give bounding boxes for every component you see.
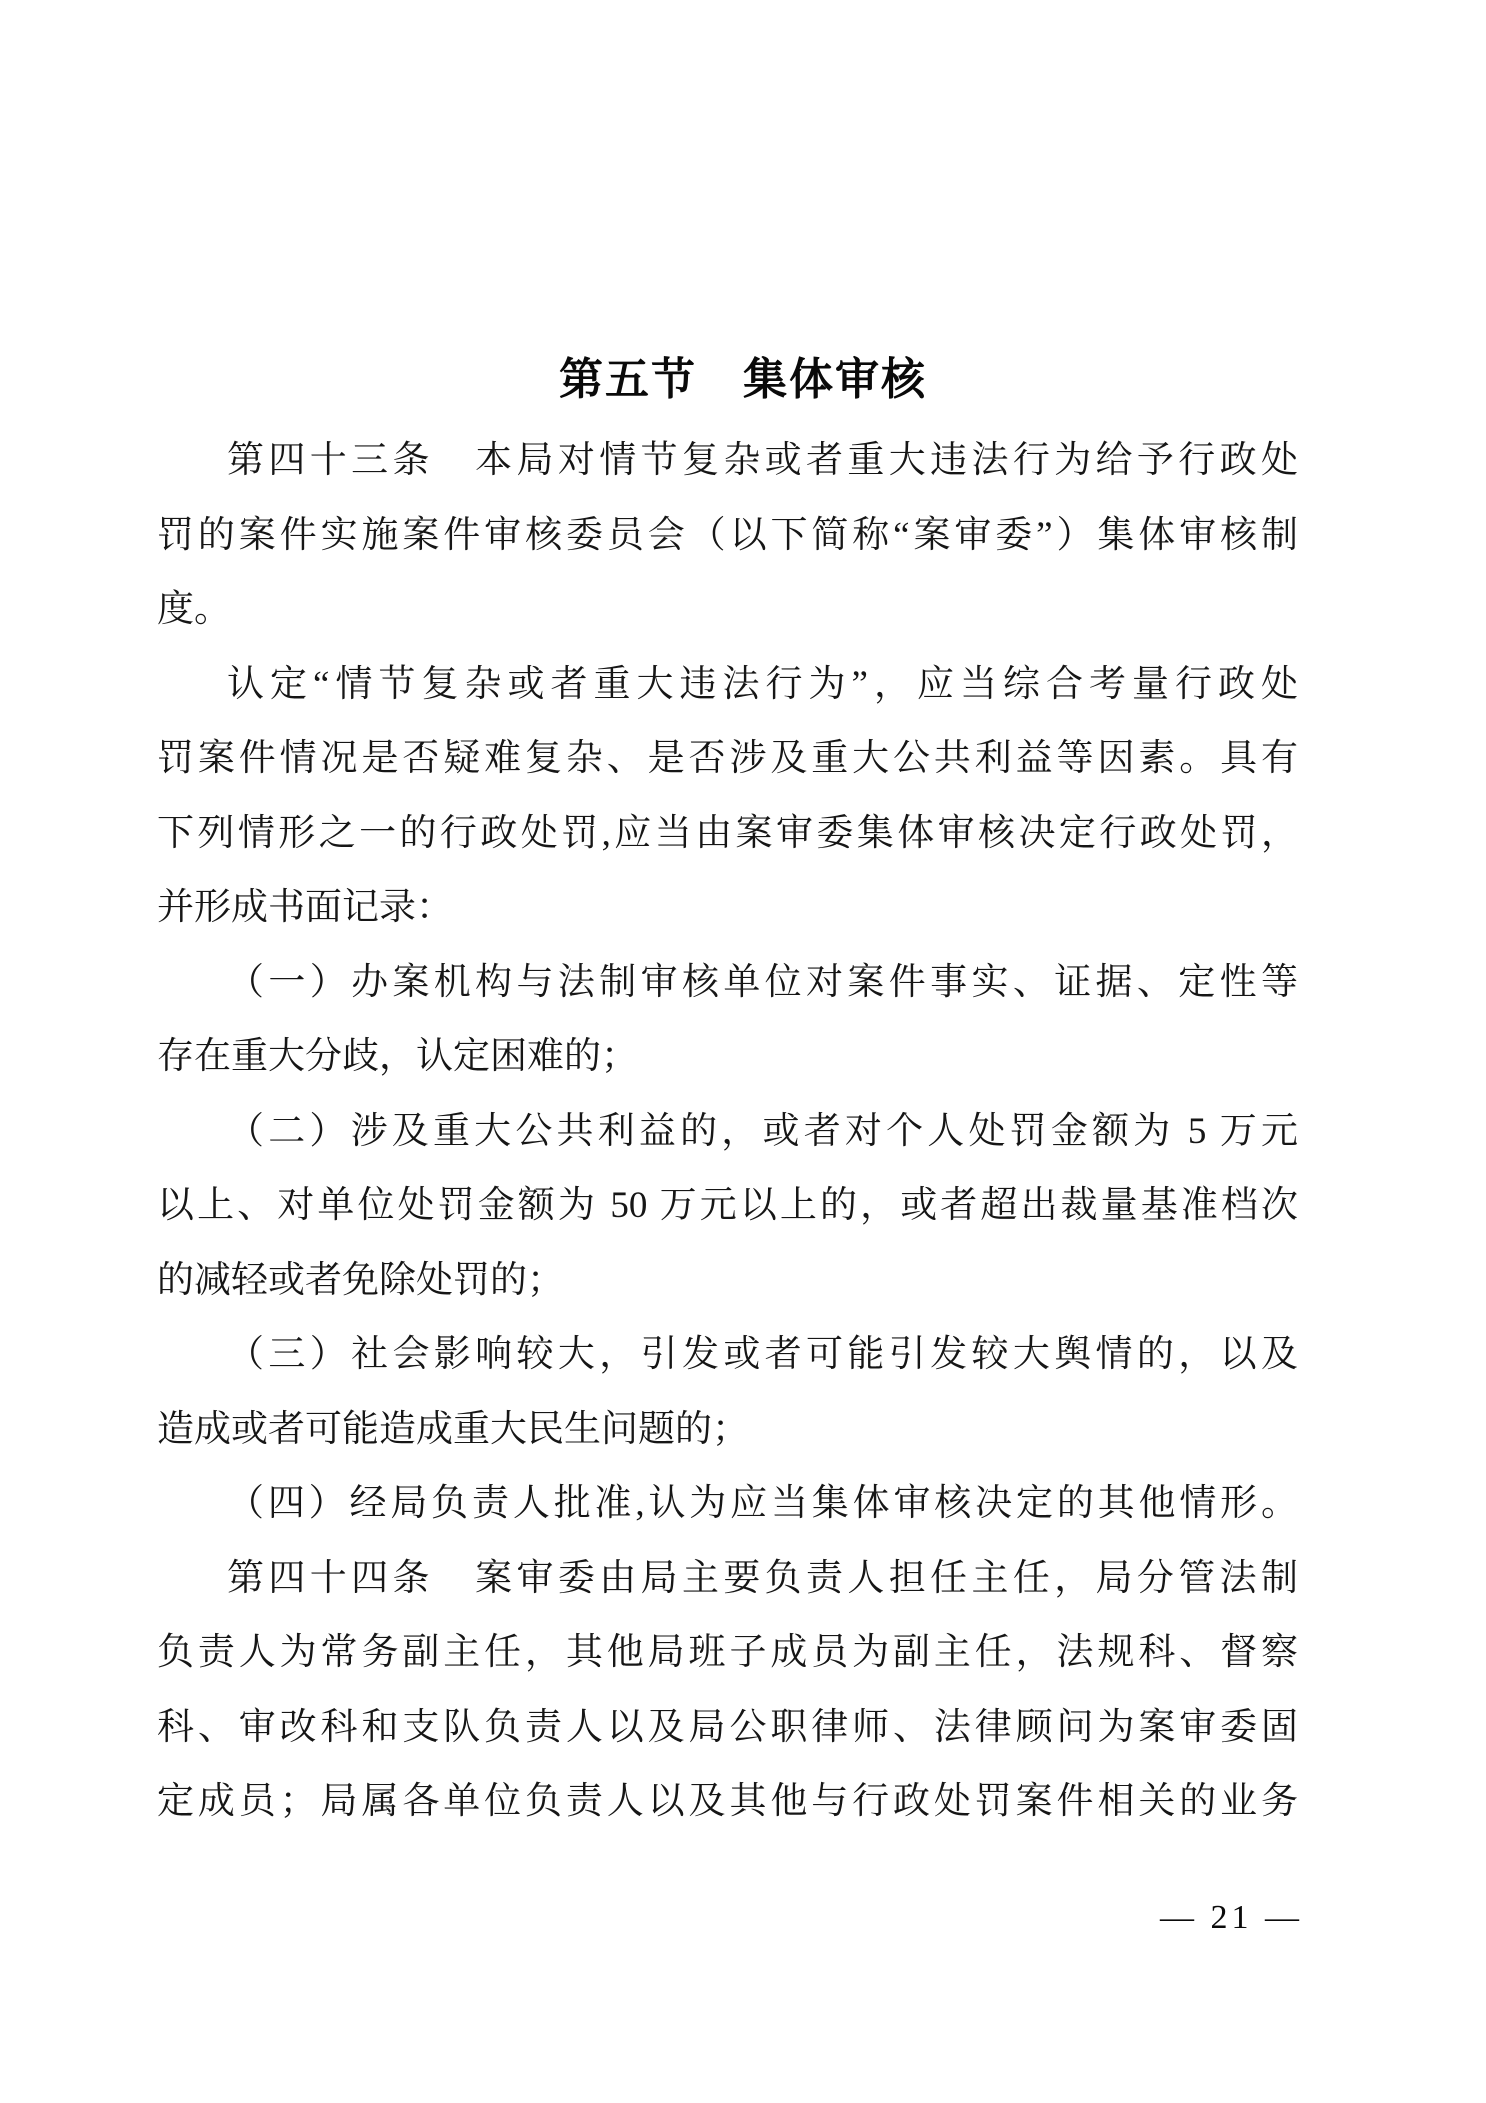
text-line: （四）经局负责人批准,认为应当集体审核决定的其他情形。 bbox=[227, 1483, 1298, 1524]
text-line: 下列情形之一的行政处罚,应当由案审委集体审核决定行政处罚， bbox=[157, 812, 1298, 854]
text-line: 度。 bbox=[157, 589, 231, 630]
section-title: 第五节 集体审核 bbox=[559, 355, 927, 404]
document-body bbox=[157, 424, 1298, 1840]
text-line: 罚的案件实施案件审核委员会（以下简称“案审委”）集体审核制 bbox=[157, 514, 1298, 556]
page-number: — 21 — bbox=[1160, 1899, 1303, 1936]
text-line: 第四十四条 案审委由局主要负责人担任主任，局分管法制 bbox=[227, 1557, 1298, 1599]
text-line: （三）社会影响较大，引发或者可能引发较大舆情的，以及 bbox=[227, 1334, 1298, 1375]
text-line: 存在重大分歧，认定困难的； bbox=[157, 1036, 638, 1077]
text-line: 以上、对单位处罚金额为 50 万元以上的，或者超出裁量基准档次 bbox=[157, 1185, 1298, 1226]
text-line: 负责人为常务副主任，其他局班子成员为副主任，法规科、督察 bbox=[157, 1632, 1298, 1673]
text-line: 的减轻或者免除处罚的； bbox=[157, 1259, 564, 1301]
text-line: 第四十三条 本局对情节复杂或者重大违法行为给予行政处 bbox=[227, 440, 1298, 481]
text-line: （二）涉及重大公共利益的，或者对个人处罚金额为 5 万元 bbox=[227, 1110, 1298, 1152]
text-line: 认定“情节复杂或者重大违法行为”，应当综合考量行政处 bbox=[227, 663, 1298, 705]
text-line: 并形成书面记录： bbox=[157, 887, 453, 928]
text-line: 罚案件情况是否疑难复杂、是否涉及重大公共利益等因素。具有 bbox=[157, 738, 1298, 779]
text-line: 科、审改科和支队负责人以及局公职律师、法律顾问为案审委固 bbox=[157, 1706, 1298, 1748]
text-line: 造成或者可能造成重大民生问题的； bbox=[157, 1408, 749, 1450]
text-line: 定成员；局属各单位负责人以及其他与行政处罚案件相关的业务 bbox=[157, 1781, 1298, 1822]
text-line: （一）办案机构与法制审核单位对案件事实、证据、定性等 bbox=[227, 961, 1298, 1003]
